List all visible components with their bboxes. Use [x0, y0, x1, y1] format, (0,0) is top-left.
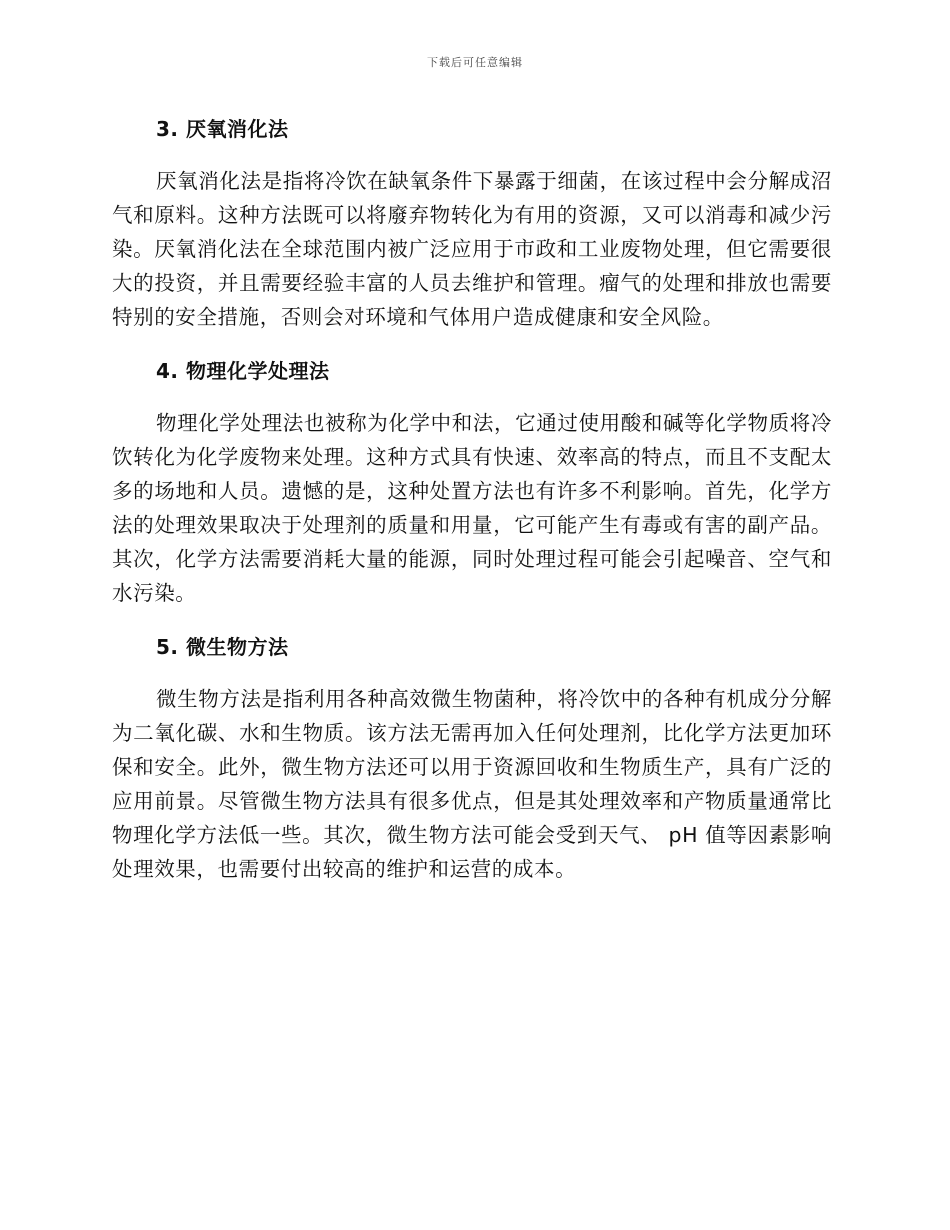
section-paragraph: 微生物方法是指利用各种高效微生物菌种，将冷饮中的各种有机成分分解为二氧化碳、水和生物质。该方法无需再加入任何处理剂，比化学方法更加环保和安全。此外，微生物方法还可以用于资源回收和生物质生产，具有广泛的应用前景。尽管微生物方法具有很多优点，但是其处理效率和产物质量通常比物理化学方法低一些。其次，微生物方法可能会受到天气、 pH 值等因素影响处理效果，也需要付出较高的维护和运营的成本。 — [112, 687, 832, 881]
section-microbial-method — [112, 630, 832, 886]
header-note: 下载后可任意编辑 — [427, 56, 523, 69]
section-heading: 5. 微生物方法 — [156, 635, 289, 659]
section-anaerobic-digestion — [112, 112, 832, 334]
section-paragraph: 物理化学处理法也被称为化学中和法，它通过使用酸和碱等化学物质将冷饮转化为化学废物来处理。这种方式具有快速、效率高的特点，而且不支配太多的场地和人员。遗憾的是，这种处置方法也有许多不利影响。首先，化学方法的处理效果取决于处理剂的质量和用量，它可能产生有毒或有害的副产品。其次，化学方法需要消耗大量的能源，同时处理过程可能会引起噪音、空气和水污染。 — [112, 411, 832, 605]
section-heading: 3. 厌氧消化法 — [156, 117, 289, 141]
document-body — [112, 112, 832, 906]
section-paragraph: 厌氧消化法是指将冷饮在缺氧条件下暴露于细菌，在该过程中会分解成沼气和原料。这种方法既可以将廢弃物转化为有用的资源，又可以消毒和减少污染。厌氧消化法在全球范围内被广泛应用于市政和工业废物处理，但它需要很大的投资，并且需要经验丰富的人员去维护和管理。瘤气的处理和排放也需要特别的安全措施，否则会对环境和气体用户造成健康和安全风险。 — [112, 169, 832, 329]
section-physicochemical-treatment — [112, 354, 832, 610]
section-heading: 4. 物理化学处理法 — [156, 359, 330, 383]
